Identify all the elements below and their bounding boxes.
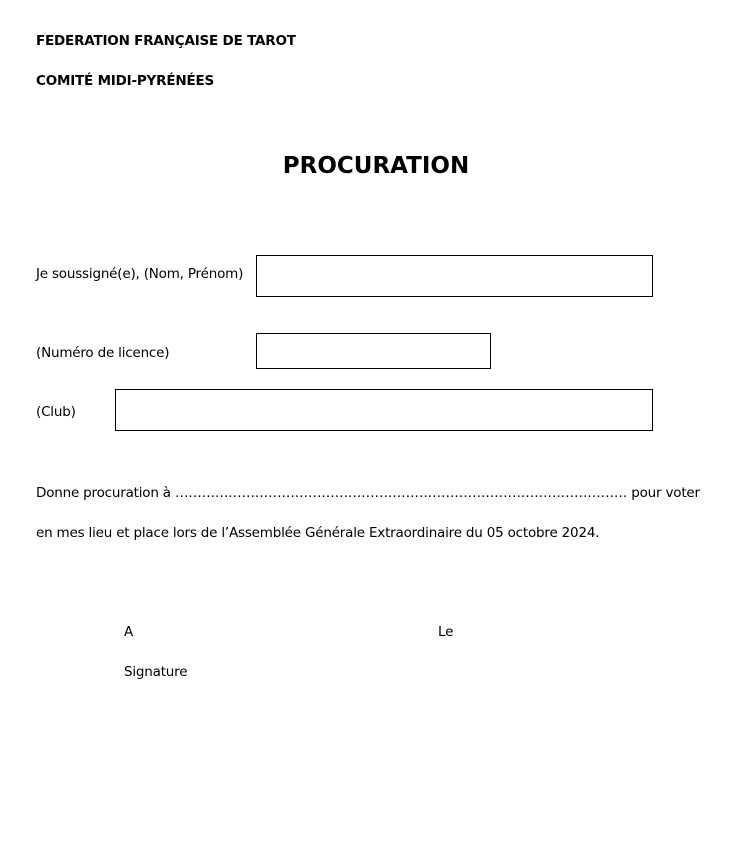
club-field[interactable] — [115, 389, 653, 431]
club-label: (Club) — [36, 404, 76, 420]
assembly-line: en mes lieu et place lors de l’Assemblée Générale Extraordinaire du 05 octobre 2024. — [36, 525, 600, 541]
committee-heading: COMITÉ MIDI-PYRÉNÉES — [36, 73, 215, 89]
federation-heading: FEDERATION FRANÇAISE DE TAROT — [36, 33, 296, 49]
license-number-field[interactable] — [256, 333, 491, 369]
document-title: PROCURATION — [282, 153, 470, 179]
place-label: A — [124, 624, 134, 640]
proxy-line: Donne procuration à ………………………………………………………………………………………… pour voter — [36, 485, 700, 501]
name-label: Je soussigné(e), (Nom, Prénom) — [36, 266, 244, 282]
license-label: (Numéro de licence) — [36, 345, 170, 361]
signature-label: Signature — [124, 664, 188, 680]
date-label: Le — [438, 624, 454, 640]
name-field[interactable] — [256, 255, 653, 297]
